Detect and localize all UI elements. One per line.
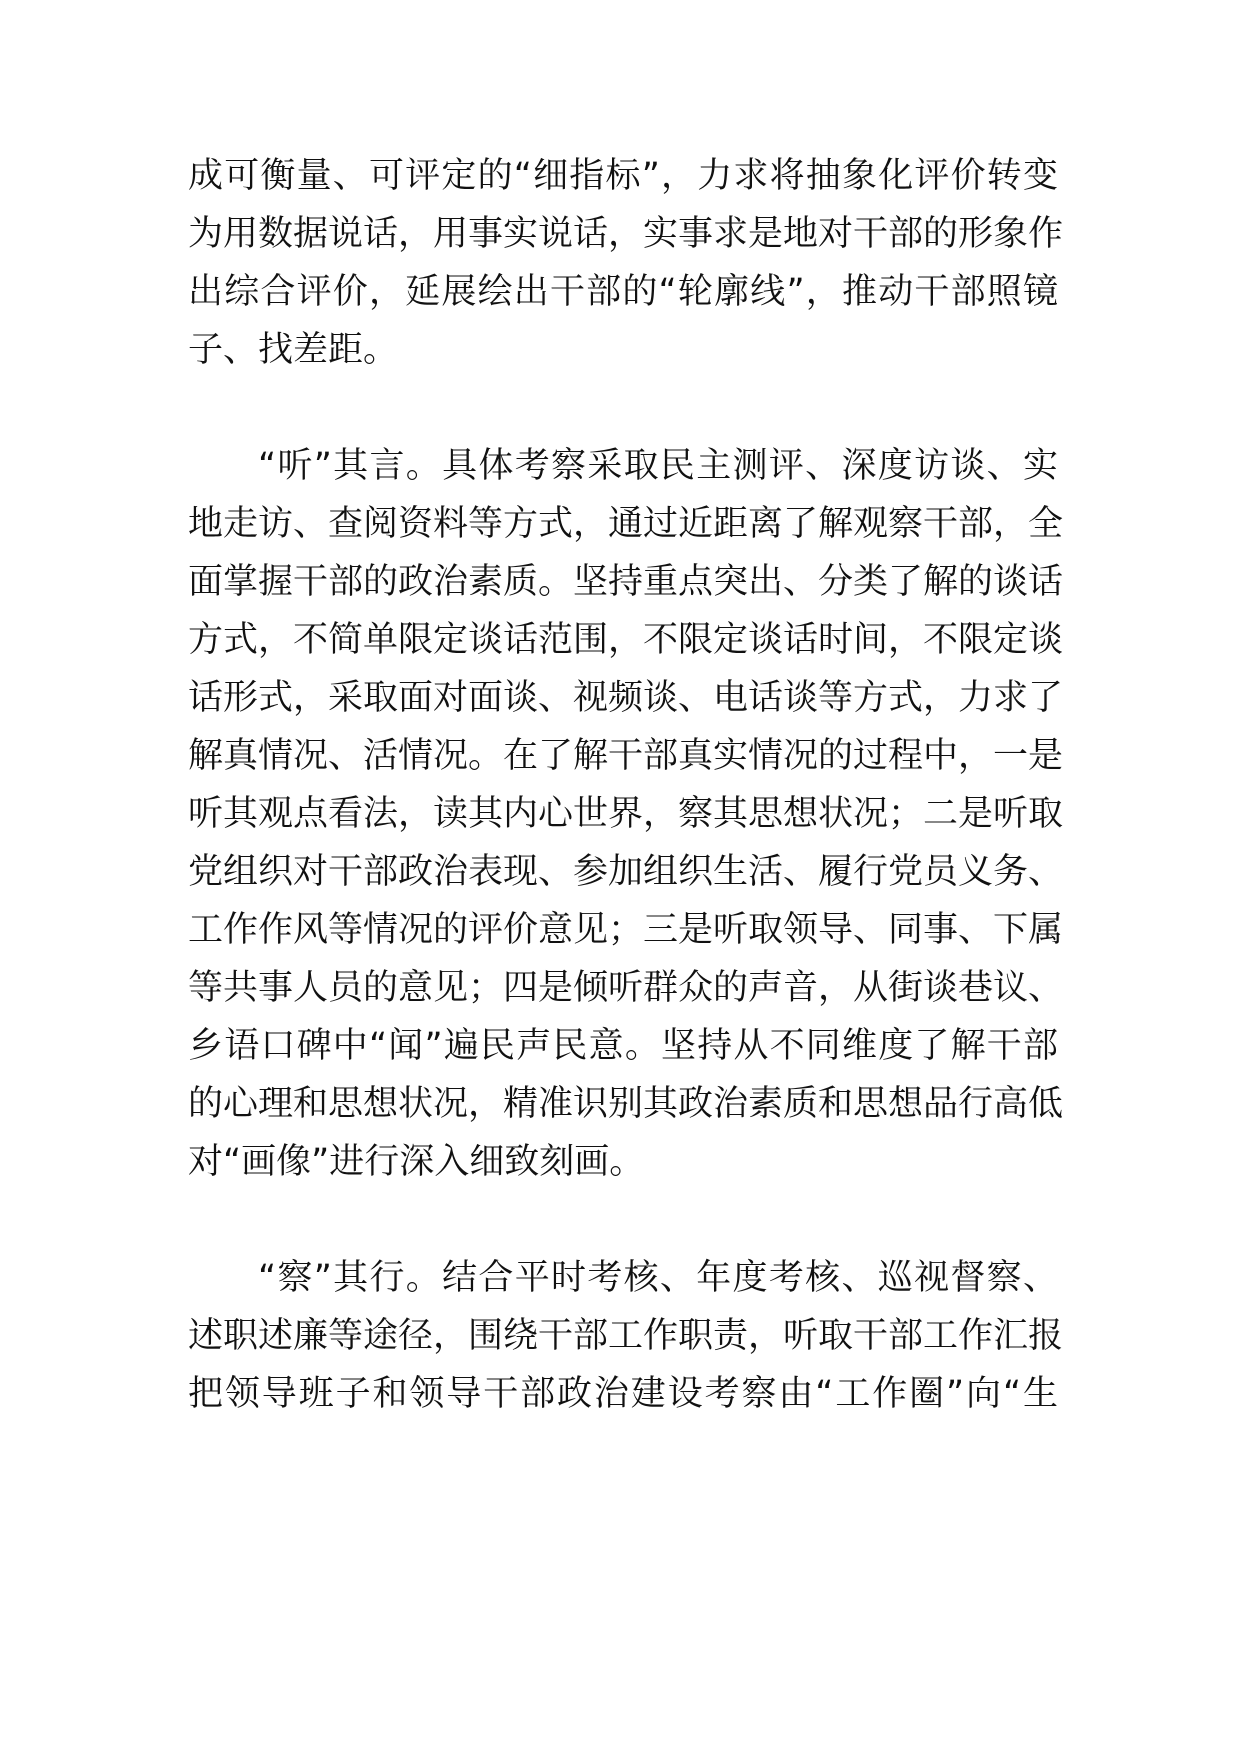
text-line: 等共事人员的意见；四是倾听群众的声音，从街谈巷议、	[188, 968, 1064, 1008]
text-line: 听其观点看法，读其内心世界，察其思想状况；二是听取	[188, 794, 1064, 834]
text-line: 工作作风等情况的评价意见；三是听取领导、同事、下属	[188, 910, 1064, 950]
text-line: 对“画像”进行深入细致刻画。	[188, 1142, 645, 1182]
text-line: 出综合评价，延展绘出干部的“轮廓线”，推动干部照镜	[188, 272, 1058, 312]
text-line: 述职述廉等途径，围绕干部工作职责，听取干部工作汇报	[188, 1316, 1064, 1356]
text-line: 乡语口碑中“闻”遍民声民意。坚持从不同维度了解干部	[188, 1026, 1058, 1066]
paragraph-first-line: “察”其行。结合平时考核、年度考核、巡视督察、	[258, 1258, 1058, 1298]
text-line: 方式，不简单限定谈话范围，不限定谈话时间，不限定谈	[188, 620, 1064, 660]
paragraph-first-line: “听”其言。具体考察采取民主测评、深度访谈、实	[258, 446, 1058, 486]
text-line: 把领导班子和领导干部政治建设考察由“工作圈”向“生	[188, 1374, 1058, 1414]
text-line: 话形式，采取面对面谈、视频谈、电话谈等方式，力求了	[188, 678, 1064, 718]
text-line: 地走访、查阅资料等方式，通过近距离了解观察干部，全	[188, 504, 1064, 544]
text-line: 解真情况、活情况。在了解干部真实情况的过程中，一是	[188, 736, 1064, 776]
text-line: 面掌握干部的政治素质。坚持重点突出、分类了解的谈话	[188, 562, 1064, 602]
text-line: 党组织对干部政治表现、参加组织生活、履行党员义务、	[188, 852, 1064, 892]
text-line: 为用数据说话，用事实说话，实事求是地对干部的形象作	[188, 214, 1064, 254]
text-line: 的心理和思想状况，精准识别其政治素质和思想品行高低	[188, 1084, 1064, 1124]
text-line: 成可衡量、可评定的“细指标”，力求将抽象化评价转变	[188, 156, 1058, 196]
text-line: 子、找差距。	[188, 330, 399, 370]
